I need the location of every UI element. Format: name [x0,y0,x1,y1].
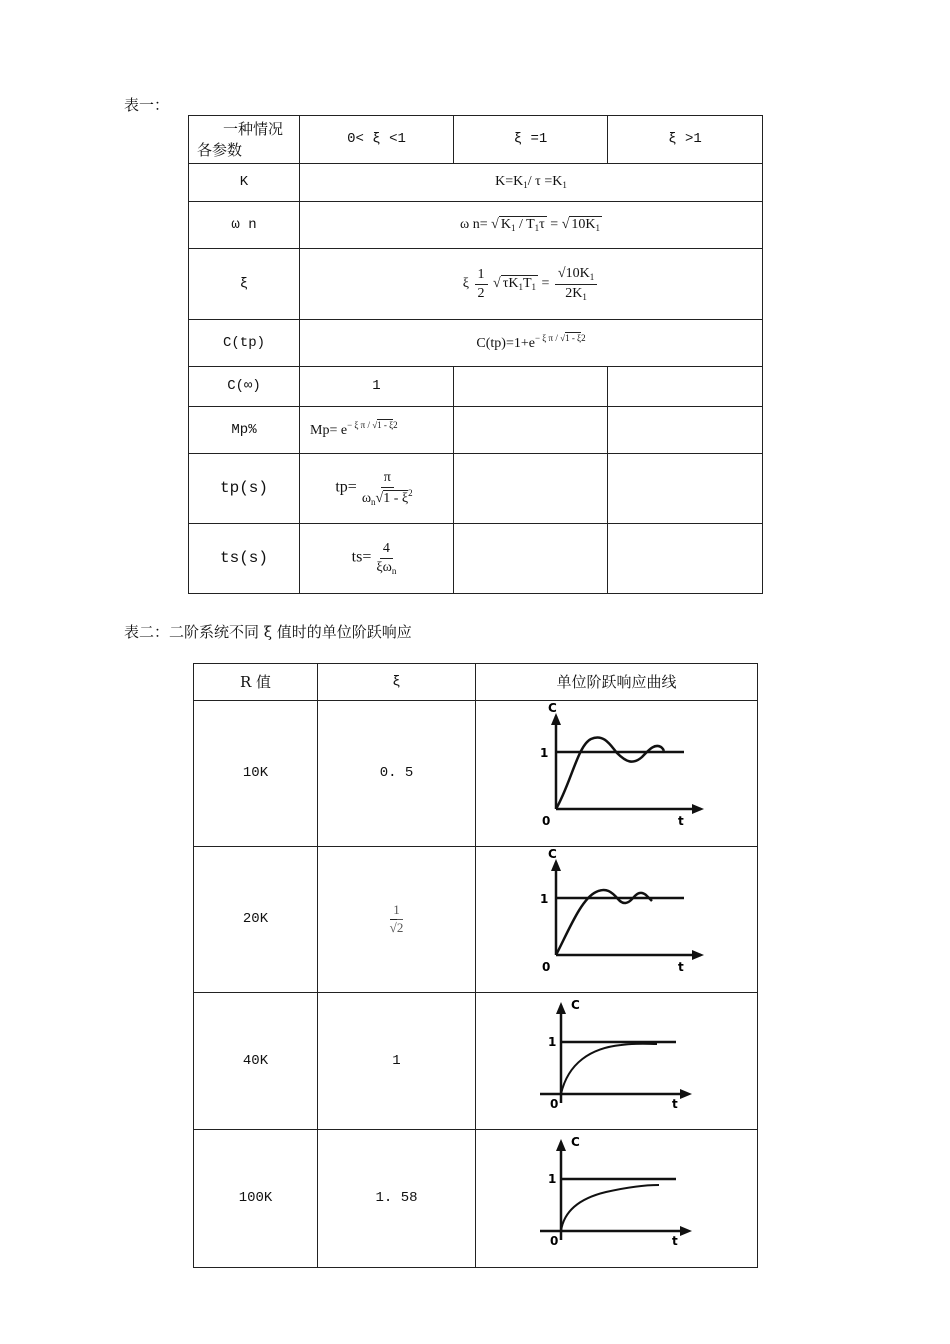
r-value: 40K [194,992,318,1130]
plot-origin-label: 0 [542,959,551,974]
row-xi [189,249,763,320]
header-r-value: R 值 [194,664,318,701]
row-wn [189,202,763,249]
response-curve-cell [476,701,758,847]
tp-critical [454,454,608,524]
step-response-plot-critical [476,993,758,1125]
plot-t-label: t [672,1096,678,1111]
corner-cell [189,116,300,164]
plot-c-label: C [571,997,580,1012]
col-header-critical: ξ =1 [454,116,608,164]
corner-top-label: 一种情况 [223,120,284,139]
row-label-tp: tp(s) [189,454,300,524]
table-row [194,992,758,1130]
mp-overdamped [608,407,763,454]
tp-formula: tp= $\frac{\pi}{\omega_n√1 - \xi^2}$ [300,454,454,524]
cinf-critical [454,367,608,407]
row-ctp [189,320,763,367]
cinf-underdamped: 1 [300,367,454,407]
plot-one-label: 1 [540,891,549,906]
plot-t-label: t [678,959,684,974]
plot-origin-label: 0 [550,1096,559,1111]
r-value: 10K [194,701,318,847]
row-label-wn: ω n [189,202,300,249]
row-label-k: K [189,164,300,202]
step-response-plot-0707 [476,847,758,987]
plot-one-label: 1 [540,746,549,760]
tp-overdamped [608,454,763,524]
r-value: 20K [194,846,318,992]
plot-t-label: t [672,1234,678,1249]
col-header-overdamped: ξ >1 [608,116,763,164]
table2-caption: 表二：二阶系统不同 ξ 值时的单位阶跃响应 [124,623,412,641]
mp-critical [454,407,608,454]
xi-value: 1. 58 [318,1130,476,1268]
row-label-cinf: C(∞) [189,367,300,407]
ts-critical [454,524,608,594]
table1-header-row [189,116,763,164]
ctp-formula: $C(tp)=1+e^{- \xi \pi / √1 - \xi 2}$ [300,320,763,367]
plot-one-label: 1 [548,1034,557,1049]
xi-formula: ξ $\frac{1}{2}$ √ $\tau K_1T_1$ = $\frac{√10K_1}{2K_1}$ [300,249,763,320]
response-curve-cell [476,846,758,992]
row-label-mp: Mp% [189,407,300,454]
header-step-response: 单位阶跃响应曲线 [476,664,758,701]
plot-c-label: C [548,701,557,715]
k-formula: $K=K_1/$ $\tau =K_1$ [300,164,763,202]
table1-caption: 表一： [124,96,170,114]
xi-value: 1 [318,992,476,1130]
row-label-xi: ξ [189,249,300,320]
table1 [188,115,763,594]
row-tp [189,454,763,524]
step-response-plot-underdamped [476,701,758,841]
response-curve-cell [476,1130,758,1268]
row-cinf [189,367,763,407]
row-label-ctp: C(tp) [189,320,300,367]
xi-value: $\frac{1}{√2}$ [318,846,476,992]
wn-formula: ω n= √ $K_1 / T_1\tau$ = √ $10K_1$ [300,202,763,249]
table-row [194,846,758,992]
xi-value: 0. 5 [318,701,476,847]
cinf-overdamped [608,367,763,407]
response-curve-cell [476,992,758,1130]
plot-one-label: 1 [548,1172,557,1187]
plot-c-label: C [548,846,557,861]
step-response-plot-overdamped [476,1130,758,1262]
row-k [189,164,763,202]
header-xi: ξ [318,664,476,701]
table-row [194,1130,758,1268]
plot-t-label: t [678,814,684,828]
table2 [193,663,758,1268]
plot-c-label: C [571,1135,580,1150]
plot-origin-label: 0 [550,1234,559,1249]
ts-overdamped [608,524,763,594]
ts-formula: ts= $\frac{4}{\xi\omega_n}$ [300,524,454,594]
row-label-ts: ts(s) [189,524,300,594]
mp-formula: $Mp= e^{- \xi \pi / √1 - \xi 2}$ [300,407,454,454]
col-header-underdamped: 0< ξ <1 [300,116,454,164]
row-mp [189,407,763,454]
row-ts [189,524,763,594]
table2-header-row [194,664,758,701]
r-value: 100K [194,1130,318,1268]
corner-bottom-label: 各参数 [197,140,243,159]
table-row [194,701,758,847]
plot-origin-label: 0 [542,814,551,828]
